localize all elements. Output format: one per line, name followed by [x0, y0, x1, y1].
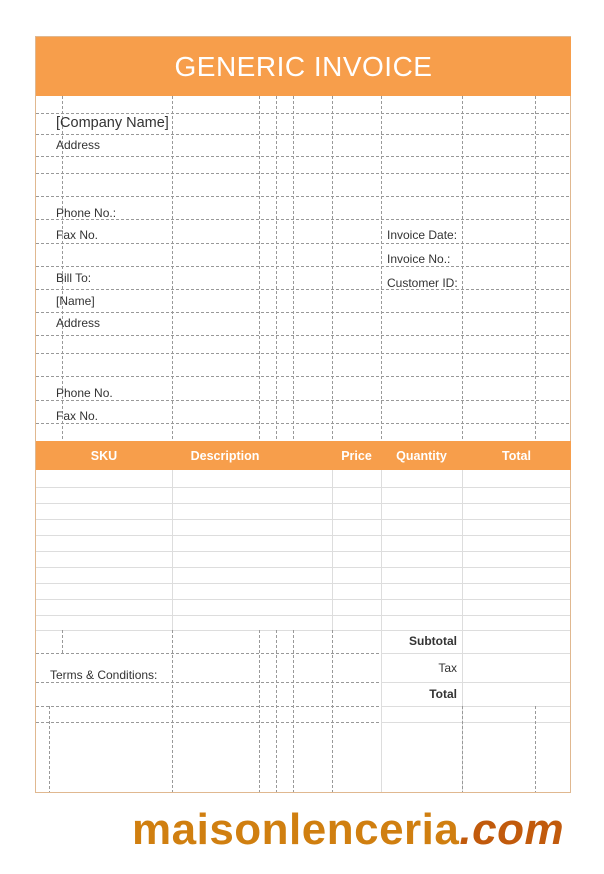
tax-label: Tax	[438, 661, 457, 675]
watermark-main: maisonlenceria	[132, 805, 460, 854]
bill-to-address[interactable]: Address	[56, 316, 101, 330]
col-price: Price	[341, 449, 372, 463]
terms-label: Terms & Conditions:	[50, 668, 158, 682]
subtotal-label: Subtotal	[409, 634, 457, 648]
bill-to-label: Bill To:	[56, 271, 92, 285]
watermark-tld: .com	[459, 805, 565, 854]
company-fax[interactable]: Fax No.	[56, 228, 99, 242]
col-quantity: Quantity	[396, 449, 447, 463]
col-description: Description	[190, 449, 260, 463]
bill-to-name[interactable]: [Name]	[56, 294, 95, 308]
total-label: Total	[429, 687, 457, 701]
company-address[interactable]: Address	[56, 138, 101, 152]
company-name[interactable]: [Company Name]	[56, 115, 169, 131]
bill-to-phone[interactable]: Phone No.	[56, 386, 113, 400]
col-total: Total	[502, 449, 531, 463]
invoice-date-label: Invoice Date:	[387, 228, 458, 242]
col-sku: SKU	[90, 449, 118, 463]
invoice-title: GENERIC INVOICE	[36, 37, 571, 96]
invoice-number-label: Invoice No.:	[387, 252, 451, 266]
company-phone[interactable]: Phone No.:	[56, 206, 117, 220]
watermark-logo	[132, 805, 564, 855]
customer-id-label: Customer ID:	[387, 276, 458, 290]
bill-to-fax[interactable]: Fax No.	[56, 409, 99, 423]
